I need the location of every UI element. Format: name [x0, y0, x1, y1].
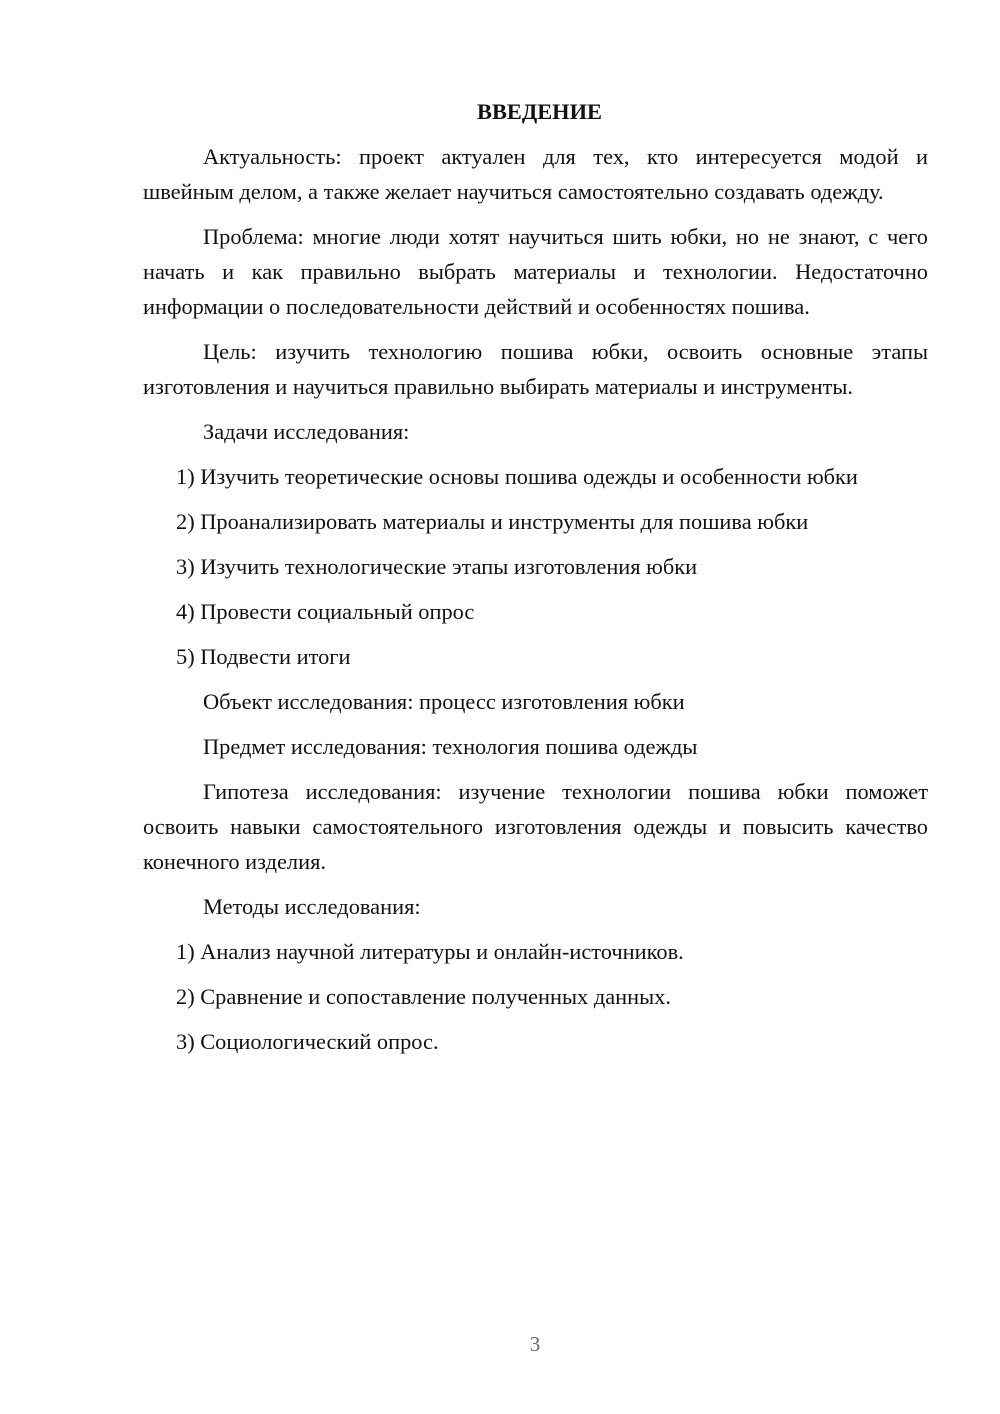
- task-item: 2) Проанализировать материалы и инструменты для пошива юбки: [176, 509, 809, 534]
- task-item: 5) Подвести итоги: [176, 644, 351, 669]
- tasks-list: [143, 459, 928, 674]
- page-number: 3: [529, 1332, 541, 1356]
- object-paragraph: Объект исследования: процесс изготовления юбки: [203, 689, 685, 714]
- page-title: ВВЕДЕНИЕ: [477, 99, 602, 124]
- method-item: 2) Сравнение и сопоставление полученных данных.: [176, 984, 671, 1009]
- goal-paragraph: Цель: изучить технологию пошива юбки, освоить основные этапы изготовления и научиться правильно выбирать материалы и инструменты.: [143, 339, 928, 399]
- task-item: 4) Провести социальный опрос: [176, 599, 475, 624]
- tasks-heading: Задачи исследования:: [203, 419, 410, 444]
- task-item: 1) Изучить теоретические основы пошива одежды и особенности юбки: [176, 464, 858, 489]
- relevance-paragraph: Актуальность: проект актуален для тех, кто интересуется модой и швейным делом, а также желает научиться самостоятельно создавать одежду.: [143, 144, 928, 204]
- hypothesis-paragraph: Гипотеза исследования: изучение технологии пошива юбки поможет освоить навыки самостоятельного изготовления одежды и повысить качество конечного изделия.: [143, 779, 928, 874]
- method-item: 1) Анализ научной литературы и онлайн-источников.: [176, 939, 684, 964]
- methods-heading: Методы исследования:: [203, 894, 421, 919]
- method-item: 3) Социологический опрос.: [176, 1029, 439, 1054]
- methods-list: [143, 934, 928, 1059]
- subject-paragraph: Предмет исследования: технология пошива одежды: [203, 734, 698, 759]
- task-item: 3) Изучить технологические этапы изготовления юбки: [176, 554, 698, 579]
- problem-paragraph: Проблема: многие люди хотят научиться шить юбки, но не знают, с чего начать и как правильно выбрать материалы и технологии. Недостаточно информации о последовательности действий и особенностях пошива.: [143, 224, 928, 319]
- page-body: [143, 94, 928, 1069]
